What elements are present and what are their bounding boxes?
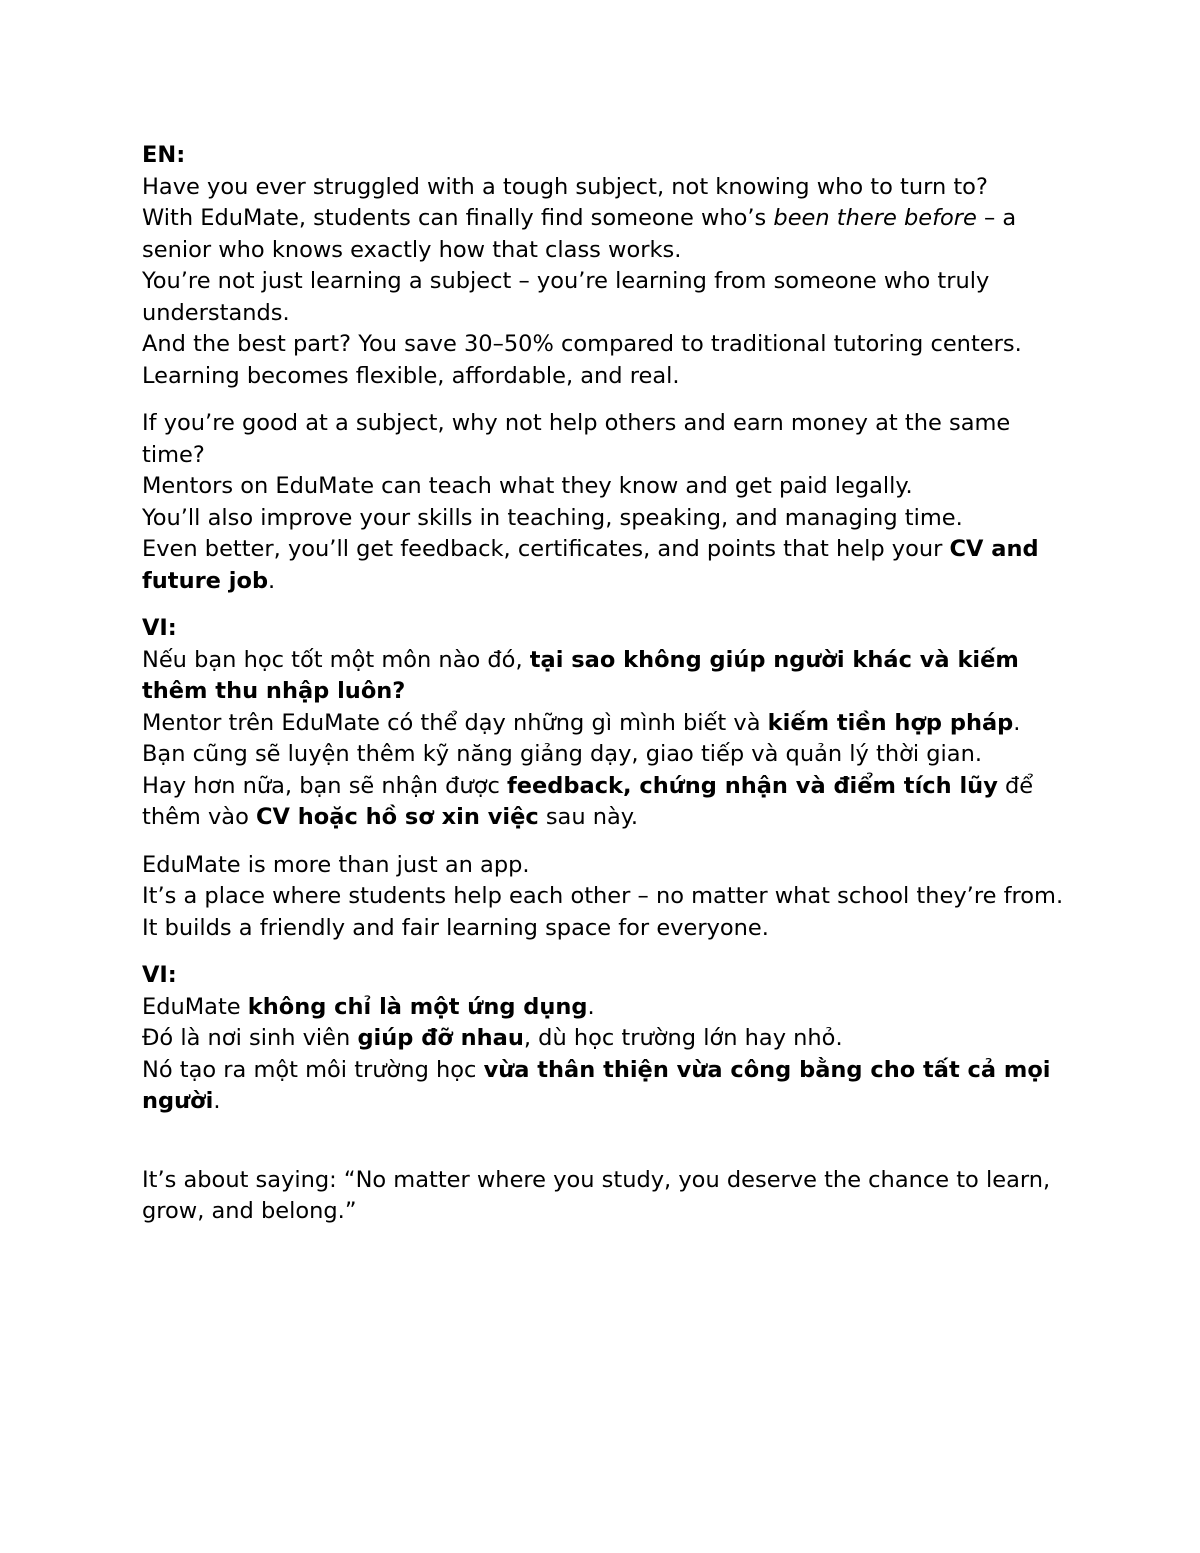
text-run: để thêm vào xyxy=(142,772,1034,830)
en-line: It builds a friendly and fair learning space for everyone. xyxy=(142,914,769,941)
en-line xyxy=(142,534,1067,597)
bold-text: vừa thân thiện vừa công bằng cho tất cả mọi người xyxy=(142,1056,1051,1114)
en-section-learners xyxy=(142,172,1067,393)
en-line: It’s a place where students help each other – no matter what school they’re from. xyxy=(142,883,1064,909)
text-run: – a senior who knows exactly how that class works. xyxy=(142,205,1017,263)
en-line: EduMate is more than just an app. xyxy=(142,851,530,878)
text-run: Even better, you’ll get feedback, certificates, and points that help your xyxy=(142,536,950,562)
spacer xyxy=(142,1118,1067,1165)
text-run: . xyxy=(213,1088,221,1114)
text-run: Nó tạo ra một môi trường học xyxy=(142,1056,484,1083)
text-run: Hay hơn nữa, bạn sẽ nhận được xyxy=(142,772,507,799)
vi-line xyxy=(142,992,1067,1024)
text-run: EduMate xyxy=(142,993,248,1020)
text-run: , dù học trường lớn hay nhỏ. xyxy=(523,1025,843,1051)
en-section-mentors xyxy=(142,408,1067,597)
vi-line xyxy=(142,1023,1067,1055)
vi-line xyxy=(142,708,1067,740)
spacer xyxy=(142,392,1067,408)
en-line: Learning becomes flexible, affordable, and real. xyxy=(142,362,680,389)
italic-text: been there before xyxy=(773,205,977,231)
vi-line xyxy=(142,645,1067,708)
spacer xyxy=(142,597,1067,613)
text-run: With EduMate, students can finally find someone who’s xyxy=(142,205,774,231)
spacer xyxy=(142,944,1067,960)
en-line: Mentors on EduMate can teach what they know and get paid legally. xyxy=(142,473,913,499)
bold-text: feedback, chứng nhận và điểm tích lũy xyxy=(506,772,998,799)
bold-text: kiếm tiền hợp pháp xyxy=(767,709,1014,736)
en-line: If you’re good at a subject, why not help others and earn money at the same time? xyxy=(142,410,1011,468)
text-run: . xyxy=(587,993,595,1020)
text-run: Mentor trên EduMate có thể dạy những gì mình biết và xyxy=(142,709,768,736)
en-line: You’ll also improve your skills in teaching, speaking, and managing time. xyxy=(142,504,963,531)
vi-section-mentors xyxy=(142,645,1067,834)
text-run: sau này. xyxy=(538,804,639,830)
vi-line: Bạn cũng sẽ luyện thêm kỹ năng giảng dạy, giao tiếp và quản lý thời gian. xyxy=(142,741,982,767)
bold-text: tại sao không giúp người khác và kiếm thêm thu nhập luôn? xyxy=(142,646,1019,704)
vi-section-community xyxy=(142,992,1067,1118)
en-section-community xyxy=(142,850,1067,945)
bold-text: CV and future job xyxy=(142,536,1039,594)
text-run: . xyxy=(1013,709,1021,736)
bold-text: giúp đỡ nhau xyxy=(357,1025,524,1051)
vi-heading: VI: xyxy=(142,962,177,988)
spacer xyxy=(142,834,1067,850)
text-run: Nếu bạn học tốt một môn nào đó, xyxy=(142,646,530,673)
bold-text: CV hoặc hồ sơ xin việc xyxy=(256,804,539,830)
text-run: Đó là nơi sinh viên xyxy=(142,1025,358,1051)
en-line xyxy=(142,203,1067,266)
document-page xyxy=(142,140,1067,1228)
vi-heading: VI: xyxy=(142,615,177,641)
en-line: And the best part? You save 30–50% compared to traditional tutoring centers. xyxy=(142,331,1022,357)
closing-statement: It’s about saying: “No matter where you study, you deserve the chance to learn, grow, and belong.” xyxy=(142,1166,1051,1224)
vi-line xyxy=(142,1055,1067,1118)
text-run: . xyxy=(268,567,276,594)
en-line: Have you ever struggled with a tough subject, not knowing who to turn to? xyxy=(142,173,988,200)
vi-line xyxy=(142,771,1067,834)
en-heading: EN: xyxy=(142,142,186,168)
bold-text: không chỉ là một ứng dụng xyxy=(247,993,588,1020)
en-line: You’re not just learning a subject – you’re learning from someone who truly understands. xyxy=(142,268,990,326)
